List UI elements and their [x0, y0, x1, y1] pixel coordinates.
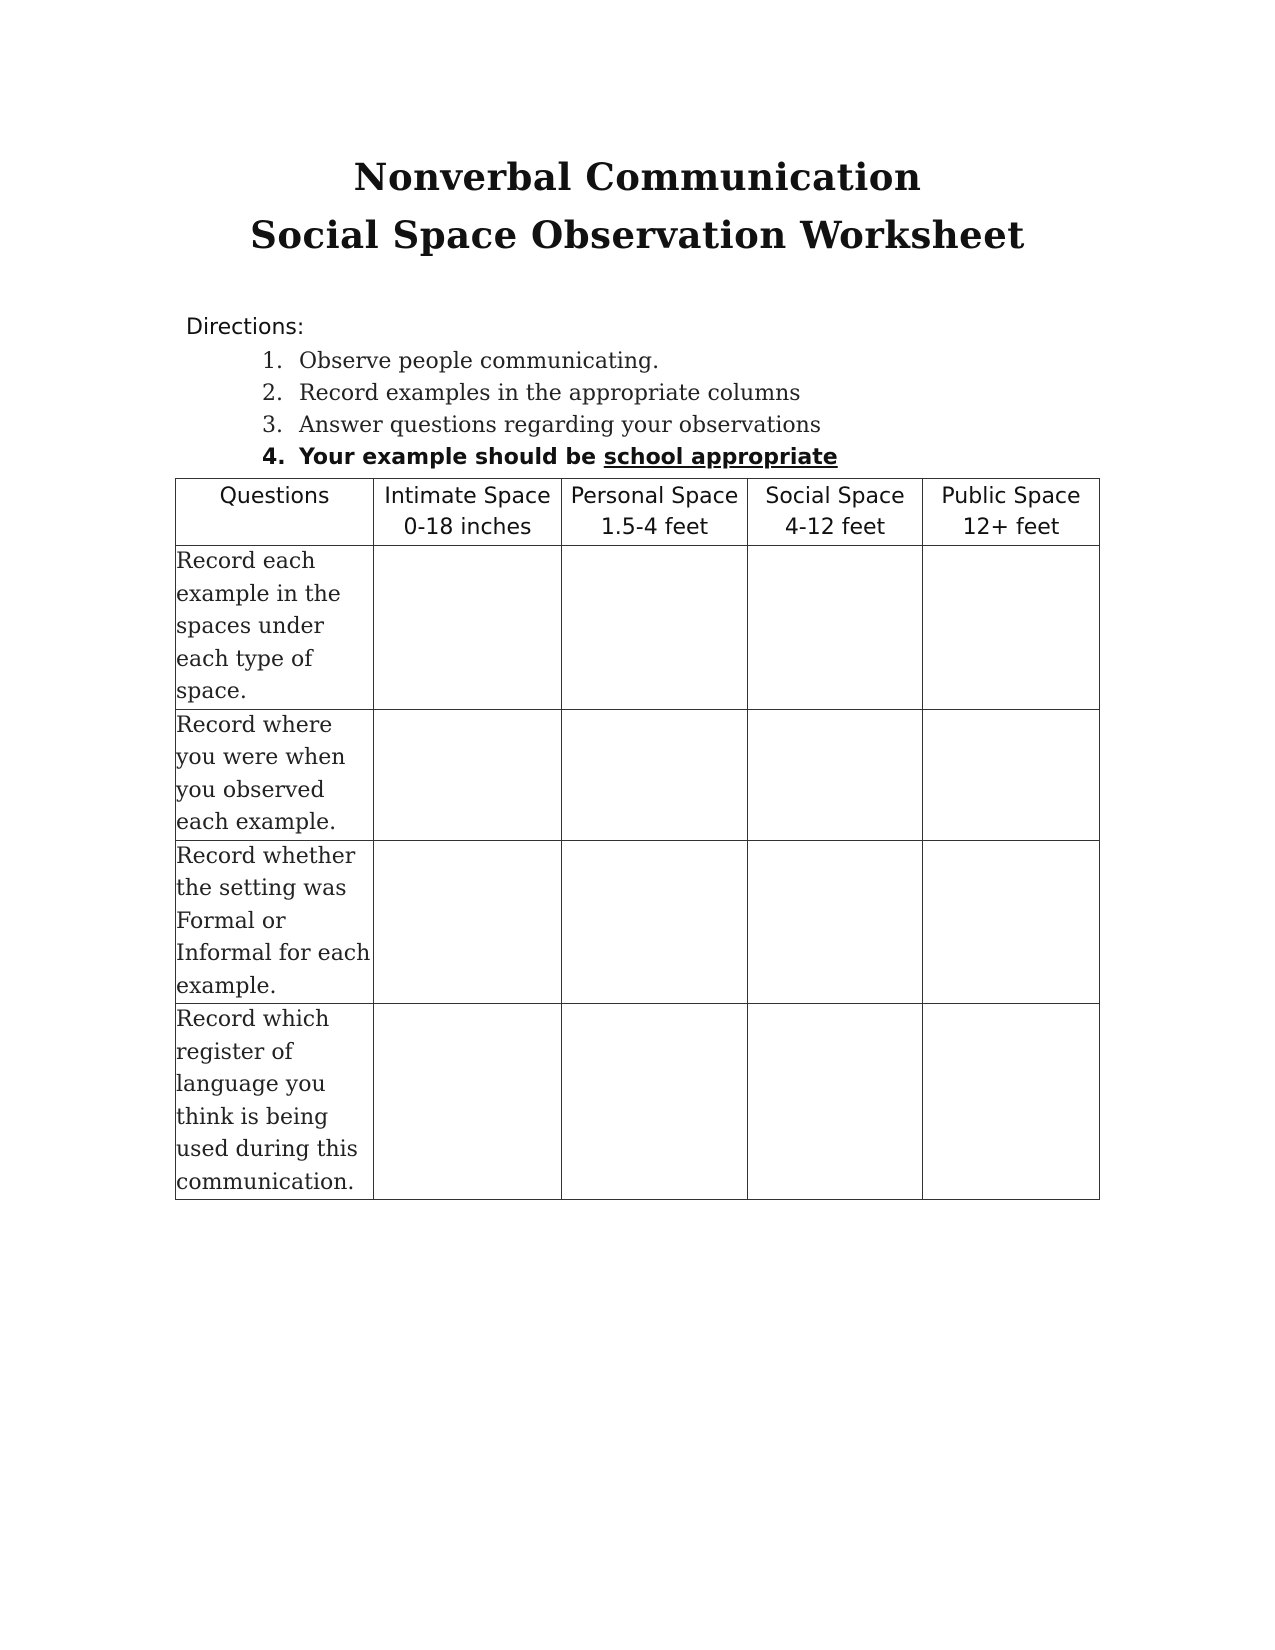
- question-cell: Record whether the setting was Formal or Informal for each example.: [176, 840, 374, 1004]
- column-header-label: Intimate Space: [384, 484, 551, 509]
- question-cell: Record where you were when you observed each example.: [176, 709, 374, 840]
- column-header-questions: [176, 479, 374, 546]
- direction-text: Answer questions regarding your observations: [299, 413, 822, 438]
- question-cell: Record which register of language you think is being used during this communication.: [176, 1004, 374, 1200]
- title-line-1: Nonverbal Communication: [353, 155, 922, 199]
- column-header-label: Personal Space: [570, 484, 739, 509]
- column-header-label: Public Space: [941, 484, 1081, 509]
- table-row: [176, 840, 1100, 1004]
- directions-list: [186, 346, 1086, 474]
- direction-number: 3.: [262, 413, 283, 438]
- answer-cell-public[interactable]: [923, 840, 1100, 1004]
- directions-section: [186, 314, 1086, 474]
- column-header-range: 1.5-4 feet: [600, 515, 709, 540]
- observation-table: [175, 478, 1100, 1200]
- direction-number: 4.: [262, 445, 286, 470]
- direction-text: Record examples in the appropriate columns: [299, 381, 801, 406]
- column-header-range: 0-18 inches: [403, 515, 532, 540]
- answer-cell-public[interactable]: [923, 1004, 1100, 1200]
- table-row: [176, 709, 1100, 840]
- answer-cell-social[interactable]: [748, 546, 923, 710]
- direction-item: [186, 410, 1086, 442]
- directions-label: Directions:: [186, 315, 305, 340]
- answer-cell-personal[interactable]: [562, 1004, 748, 1200]
- answer-cell-intimate[interactable]: [374, 709, 562, 840]
- direction-number: 2.: [262, 381, 283, 406]
- answer-cell-personal[interactable]: [562, 546, 748, 710]
- column-header-social-space: [748, 479, 923, 546]
- direction-number: 1.: [262, 349, 283, 374]
- table-header-row: [176, 479, 1100, 546]
- title-line-2: Social Space Observation Worksheet: [250, 213, 1025, 257]
- table-row: [176, 1004, 1100, 1200]
- column-header-range: 12+ feet: [962, 515, 1060, 540]
- column-header-range: 4-12 feet: [784, 515, 886, 540]
- column-header-intimate-space: [374, 479, 562, 546]
- answer-cell-intimate[interactable]: [374, 840, 562, 1004]
- answer-cell-public[interactable]: [923, 546, 1100, 710]
- table-row: [176, 546, 1100, 710]
- direction-item: [186, 346, 1086, 378]
- answer-cell-personal[interactable]: [562, 709, 748, 840]
- answer-cell-personal[interactable]: [562, 840, 748, 1004]
- column-header-personal-space: [562, 479, 748, 546]
- answer-cell-social[interactable]: [748, 840, 923, 1004]
- column-header-public-space: [923, 479, 1100, 546]
- direction-text: Your example should be: [299, 445, 604, 470]
- worksheet-title: [0, 148, 1275, 264]
- direction-item: [186, 442, 1086, 474]
- answer-cell-intimate[interactable]: [374, 546, 562, 710]
- direction-emphasis: school appropriate: [603, 445, 838, 470]
- answer-cell-public[interactable]: [923, 709, 1100, 840]
- answer-cell-intimate[interactable]: [374, 1004, 562, 1200]
- answer-cell-social[interactable]: [748, 1004, 923, 1200]
- question-cell: Record each example in the spaces under each type of space.: [176, 546, 374, 710]
- column-header-label: Questions: [219, 484, 330, 509]
- direction-item: [186, 378, 1086, 410]
- direction-text: Observe people communicating.: [299, 349, 660, 374]
- answer-cell-social[interactable]: [748, 709, 923, 840]
- column-header-label: Social Space: [765, 484, 905, 509]
